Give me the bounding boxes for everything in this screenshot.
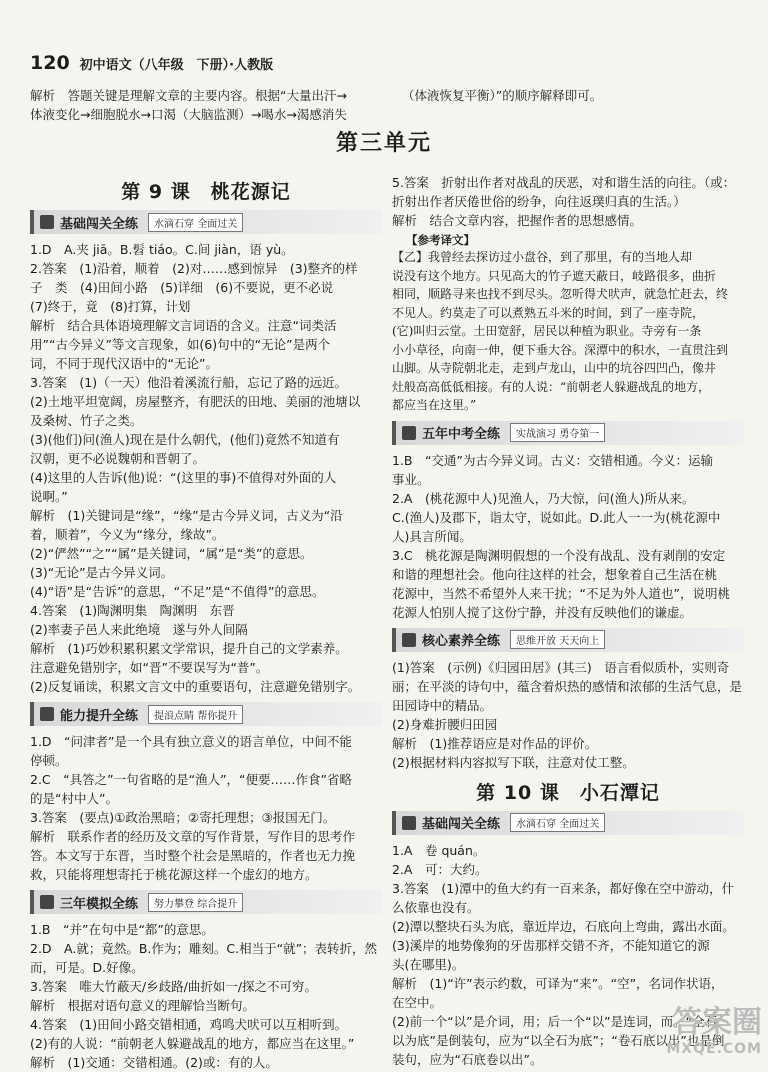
- section-subtitle: 水滴石穿 全面过关: [510, 813, 605, 832]
- text-line: 相同，顺路寻来也找不到尽头。忽听得犬吠声，就急忙赶去，终: [392, 287, 729, 301]
- text-line: 着，顺着”，今义为“缘分，缘故”。: [30, 527, 225, 542]
- text-line: 2.答案 (1)沿着，顺着 (2)对……感到惊异 (3)整齐的样: [30, 261, 358, 276]
- section-body: [392, 451, 744, 622]
- text-line: (3)溪岸的地势像狗的牙齿那样交错不齐，不能知道它的源: [392, 937, 710, 953]
- text-line: 体液变化→细胞脱水→口渴（大脑监测）→喝水→渴感消失: [30, 107, 347, 122]
- section-subtitle: 思维开放 天天向上: [510, 630, 605, 649]
- watermark-logo: 答案圈: [672, 1005, 762, 1040]
- text-line: 解析 (1)关键词是“缘”，“缘”是古今异义词，古义为“沿: [30, 508, 343, 523]
- text-line: 汉朝，更不必说魏朝和晋朝了。: [30, 451, 206, 466]
- text-line: (2)根据材料内容拟写下联，注意对仗工整。: [392, 754, 635, 770]
- text-line: 说没有这个地方。只见高大的竹子遮天蔽日，岐路很多，曲折: [392, 268, 717, 283]
- text-line: 3.C 桃花源是陶渊明假想的一个没有战乱、没有剥削的安定: [392, 547, 726, 563]
- text-line: 花源中，当然不希望外人来干扰；“不足为外人道也”，说明桃: [392, 585, 730, 601]
- text-line: 折射出作者厌倦世俗的纷争，向往返璞归真的生活。）: [392, 194, 686, 209]
- text-line: (2)前一个“以”是介词，用；后一个“以”是连词，而。“全石: [392, 1013, 718, 1029]
- text-line: 2.D A.就；竟然。B.作为；雕刻。C.相当于“就”；表转折，然: [30, 941, 378, 956]
- intro-left: [30, 86, 382, 124]
- text-line: 用”“古今异义”等文言现象，如(6)句中的“无论”是两个: [30, 337, 331, 352]
- lesson-title: 第 10 课 小石潭记: [476, 781, 660, 804]
- book-title: 初中语文（八年级 下册）·人教版: [79, 58, 274, 73]
- text-line: 3.答案 (1)（一天）他沿着溪流行船，忘记了路的远近。: [30, 375, 348, 390]
- text-line: 4.答案 (1)陶渊明集 陶渊明 东晋: [30, 603, 235, 618]
- text-line: 以为底”是倒装句，应为“以全石为底”；“卷石底以出”也是倒: [392, 1032, 725, 1048]
- text-line: (4)这里的人告诉(他)说：“(这里的事)不值得对外面的人: [30, 470, 337, 485]
- text-line: 5.答案 折射出作者对战乱的厌恶，对和谐生活的向往。（或：: [392, 175, 736, 190]
- section-name: 基础闯关全练: [60, 216, 139, 232]
- section-name: 五年中考全练: [422, 427, 501, 442]
- text-line: 1.B “交通”为古今异义词。古义：交错相通。今义：运输: [392, 452, 713, 468]
- text-line: 么依靠也没有。: [392, 899, 480, 915]
- text-line: 说啊。”: [30, 489, 68, 504]
- text-line: 花源人怕别人搅了这份宁静，并没有反映他们的谦虚。: [392, 604, 693, 620]
- page-number: 120: [30, 52, 70, 74]
- text-line: (4)“语”是“告诉”的意思，“不足”是“不值得”的意思。: [30, 584, 325, 599]
- text-line: 2.A (桃花源中人)见渔人，乃大惊，问(渔人)所从来。: [392, 490, 695, 506]
- text-line: （体液恢复平衡）”的顺序解释即可。: [402, 88, 603, 103]
- section-icon: [40, 215, 54, 229]
- watermark-url: MXQE.COM: [666, 1041, 762, 1057]
- section-body: [30, 920, 382, 1072]
- text-line: (2)率妻子邑人来此绝境 遂与外人间隔: [30, 622, 248, 637]
- text-line: 解析 结合文章内容，把握作者的思想感情。: [392, 213, 643, 228]
- right-column: [392, 173, 744, 1069]
- text-line: 注意避免错别字，如“晋”不要误写为“普”。: [30, 660, 269, 675]
- intro-right: [402, 86, 742, 105]
- text-line: 人)具言所闻。: [392, 528, 472, 544]
- text-line: 装句，应为“石底卷以出”。: [392, 1051, 543, 1067]
- section-icon: [402, 426, 416, 440]
- page-header: [30, 52, 273, 74]
- text-line: 丽；在平淡的诗句中，蕴含着炽热的感情和浓郁的生活气息，是: [392, 678, 743, 694]
- section-bar: [392, 811, 744, 835]
- text-line: 解析 (1)交通：交错相通。(2)或：有的人。: [30, 1055, 278, 1070]
- section-subtitle: 实战演习 勇夺第一: [510, 423, 605, 442]
- text-line: 小小草径，向南一伸，便下垂大谷。深潭中的积水，一直贯注到: [392, 342, 729, 357]
- text-line: 解析 联系作者的经历及文章的写作背景，写作目的思考作: [30, 829, 356, 844]
- text-line: 在空中。: [392, 994, 443, 1010]
- text-line: 山脚。从寺院朝北走，走到卢龙山，山中的坑谷四凹凸，像井: [392, 361, 717, 375]
- text-line: 2.A 可：大约。: [392, 861, 488, 877]
- text-line: 3.答案 (1)潭中的鱼大约有一百来条，都好像在空中游动，什: [392, 880, 735, 896]
- text-line: 答。本文写于东晋，当时整个社会是黑暗的，作者也无力挽: [30, 848, 356, 863]
- text-line: (2)有的人说：“前朝老人躲避战乱的地方，都应当在这里。”: [30, 1036, 355, 1051]
- lesson-title: 第 9 课 桃花源记: [121, 181, 291, 203]
- section-subtitle: 努力攀登 综合提升: [148, 893, 243, 912]
- text-line: 1.D A.夹 jiā。B.髫 tiáo。C.间 jiàn，语 yù。: [30, 242, 294, 257]
- text-line: 救，只能将理想寄托于桃花源这样一个虚幻的地方。: [30, 867, 318, 882]
- text-line: (1)答案 (示例)《归园田居》(其三) 语言看似质朴，实则奇: [392, 659, 730, 675]
- section-bar: [30, 702, 382, 726]
- section-icon: [402, 633, 416, 647]
- text-line: 不见人。约莫走了可以煮熟五斗米的时间，到了一座寺院，: [392, 305, 705, 320]
- section-subtitle: 提浪点睛 帮你提升: [148, 705, 243, 724]
- text-line: 子 类 (4)田间小路 (5)详细 (6)不要说，更不必说: [30, 280, 334, 295]
- section-name: 能力提升全练: [60, 708, 139, 724]
- text-line: (2)“俨然”“之”“属”是关键词，“属”是“类”的意思。: [30, 546, 313, 561]
- text-line: (3)(他们)问(渔人)现在是什么朝代，(他们)竟然不知道有: [30, 432, 340, 447]
- text-line: (2)土地平坦宽阔，房屋整齐，有肥沃的田地、美丽的池塘以: [30, 394, 361, 409]
- watermark: [666, 997, 762, 1057]
- text-line: (2)反复诵读，积累文言文中的重要语句，注意避免错别字。: [30, 679, 361, 694]
- text-line: 1.D “问津者”是一个具有独立意义的语言单位，中间不能: [30, 734, 353, 749]
- text-line: 和谐的理想社会。他向往这样的社会，想象着自己生活在桃: [392, 566, 718, 582]
- section-bar: [30, 890, 382, 914]
- text-line: 解析 (1)巧妙积累积累文学常识，提升自己的文学素养。: [30, 641, 348, 656]
- reference-label: 【参考译文】: [406, 233, 475, 247]
- section-icon: [40, 895, 54, 909]
- text-line: 事业。: [392, 471, 430, 487]
- translation-block: [392, 248, 744, 415]
- text-line: C.(渔人)及郡下，诣太守，说如此。D.此人一一为(桃花源中: [392, 509, 721, 525]
- section-icon: [402, 816, 416, 830]
- section-bar: [30, 210, 382, 234]
- text-line: 都应当在这里。”: [392, 398, 477, 412]
- text-line: 解析 (1)推荐语应是对作品的评价。: [392, 735, 598, 751]
- text-line: 田园诗中的精品。: [392, 697, 493, 713]
- text-line: 解析 根据对语句意义的理解恰当断句。: [30, 998, 256, 1013]
- section-subtitle: 水滴石穿 全面过关: [148, 213, 243, 232]
- text-line: 3.答案 (要点)①政治黑暗；②寄托理想；③报国无门。: [30, 810, 336, 825]
- text-line: 及桑树、竹子之类。: [30, 413, 143, 428]
- text-line: 1.B “并”在句中是“都”的意思。: [30, 922, 214, 937]
- text-line: 解析 结合具体语境理解文言词语的含义。注意“词类活: [30, 318, 337, 333]
- text-line: 而，可是。D.好像。: [30, 960, 144, 975]
- section-name: 核心素养全练: [422, 634, 501, 649]
- text-line: (3)“无论”是古今异义词。: [30, 565, 174, 580]
- section-name: 基础闯关全练: [422, 817, 501, 832]
- unit-title: 第三单元: [335, 131, 432, 156]
- text-line: 4.答案 (1)田间小路交错相通，鸡鸣犬吠可以互相听到。: [30, 1017, 348, 1032]
- text-line: 的是“村中人”。: [30, 791, 118, 806]
- section-body: [392, 658, 744, 772]
- text-line: 2.C “具答之”一句省略的是“渔人”，“便要……作食”省略: [30, 772, 353, 787]
- text-line: (它)叫归云堂。土田宽舒，居民以种植为职业。寺旁有一条: [392, 324, 702, 338]
- text-line: 词，不同于现代汉语中的“无论”。: [30, 356, 218, 371]
- text-line: (7)终于，竟 (8)打算，计划: [30, 299, 191, 314]
- section-bar: [392, 628, 744, 652]
- text-line: 头(在哪里)。: [392, 956, 465, 972]
- text-line: 停顿。: [30, 753, 68, 768]
- text-line: 解析 答题关键是理解文章的主要内容。根据“大量出汗→: [30, 88, 347, 103]
- section-icon: [40, 707, 54, 721]
- text-line: 解析 (1)“许”表示约数，可译为“来”。“空”，名词作状语，: [392, 975, 724, 991]
- section-body: [30, 732, 382, 884]
- text-line: (2)潭以整块石头为底，靠近岸边，石底向上弯曲，露出水面。: [392, 918, 735, 934]
- text-line: 【乙】我曾经去探访过小盘谷，到了那里，有的当地人却: [392, 250, 693, 264]
- text-line: 1.A 卷 quán。: [392, 842, 486, 858]
- left-column: [30, 177, 382, 1072]
- section-bar: [392, 421, 744, 445]
- text-line: (2)身难折腰归田园: [392, 716, 498, 732]
- section-name: 三年模拟全练: [60, 896, 139, 912]
- text-line: 3.答案 唯大竹蔽天/乡歧路/曲折如一/探之不可穷。: [30, 979, 318, 994]
- section-body: [30, 240, 382, 696]
- text-line: 灶般高高低低相接。有的人说：“前朝老人躲避战乱的地方，: [392, 379, 711, 394]
